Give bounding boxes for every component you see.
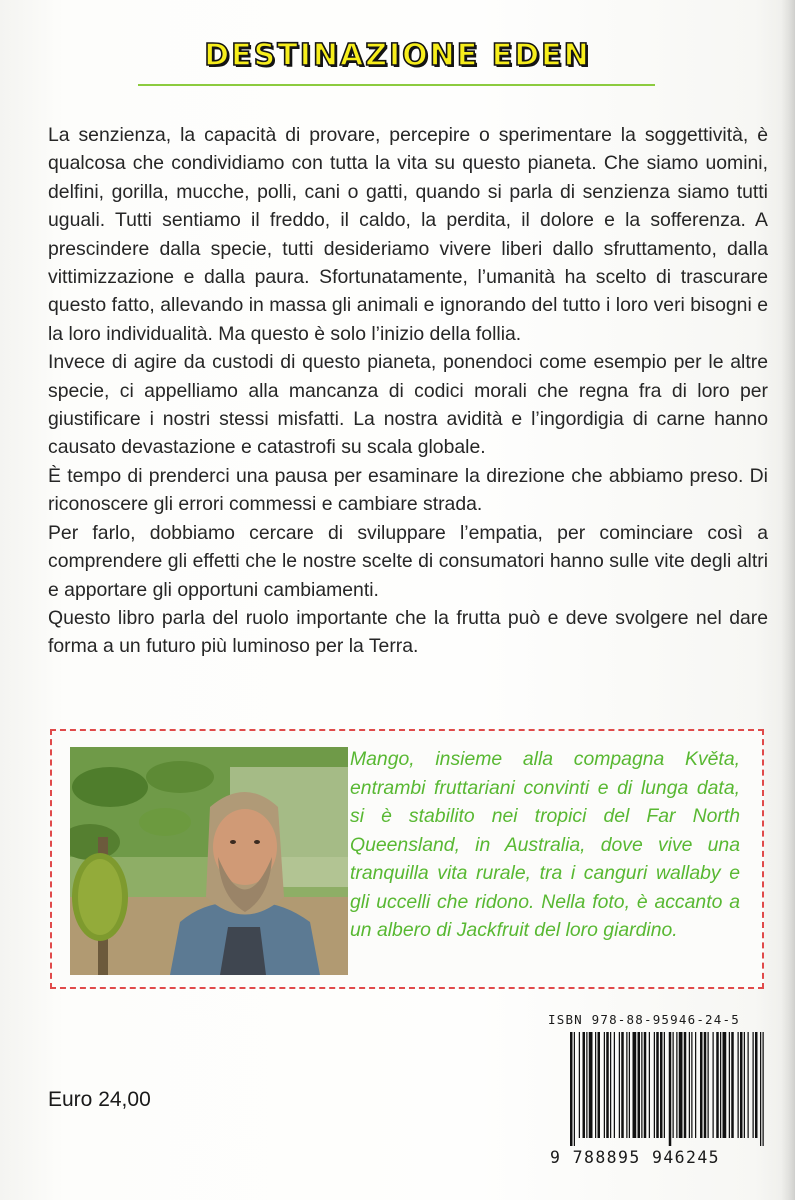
barcode-bar	[656, 1032, 659, 1138]
barcode-bar	[579, 1032, 580, 1138]
barcode-bar	[748, 1032, 749, 1138]
page-edge-shadow	[781, 0, 795, 1200]
barcode-bar	[654, 1032, 655, 1138]
barcode-bar	[644, 1032, 647, 1138]
barcode-bar	[729, 1032, 730, 1138]
author-photo	[70, 747, 348, 975]
synopsis-text	[48, 121, 768, 661]
barcode-bar	[744, 1032, 745, 1138]
author-photo-illustration	[70, 747, 348, 975]
barcode-bar	[633, 1032, 637, 1138]
price-label: Euro 24,00	[48, 1088, 151, 1111]
barcode-bar	[570, 1032, 573, 1146]
barcode-bar	[649, 1032, 650, 1138]
barcode-bar	[589, 1032, 593, 1138]
barcode-bar	[595, 1032, 596, 1138]
author-bio-box	[50, 729, 764, 989]
barcode-bar	[621, 1032, 624, 1138]
synopsis-paragraph-2: Invece di agire da custodi di questo pianeta, ponendoci come esempio per le altre specie, ci appelliamo alla mancanza di codici morali che regna fra di loro per giustificare i nostri stessi misfatti. La nostra avidità e l’ingordigia di carne hanno causato devastazione e catastrofi su scala globale.	[48, 351, 768, 459]
barcode-bar	[664, 1032, 665, 1138]
barcode-bar	[740, 1032, 743, 1138]
barcode-bar	[586, 1032, 587, 1138]
isbn-barcode	[568, 1032, 766, 1146]
barcode-bar	[716, 1032, 719, 1138]
barcode-bar	[673, 1032, 674, 1138]
book-title: DESTINAZIONE EDEN	[204, 38, 591, 73]
barcode-bar	[676, 1032, 677, 1138]
barcode-bar	[660, 1032, 663, 1138]
barcode-bar	[574, 1032, 575, 1146]
barcode-bar	[738, 1032, 739, 1138]
barcode-bar	[629, 1032, 630, 1138]
barcode-bar	[695, 1032, 696, 1138]
synopsis-paragraph-3: È tempo di prenderci una pausa per esaminare la direzione che abbiamo preso. Di riconoscere gli errori commessi e cambiare strada.	[48, 464, 768, 516]
barcode-bar	[713, 1032, 714, 1138]
barcode-bar	[669, 1032, 672, 1146]
barcode-digits: 9 788895 946245	[550, 1148, 721, 1167]
barcode-bar	[641, 1032, 642, 1138]
barcode-bar	[704, 1032, 707, 1138]
barcode-bar	[679, 1032, 683, 1138]
barcode-bar	[763, 1032, 764, 1146]
synopsis-paragraph-1: La senzienza, la capacità di provare, percepire o sperimentare la soggettività, è qualcosa che condividiamo con tutta la vita su questo pianeta. Che siamo uomini, delfini, gorilla, mucche, polli, cani o gatti, quando si parla di senzienza siamo tutti uguali. Tutti sentiamo il freddo, il caldo, la perdita, il dolore e la sofferenza. A prescindere dalla specie, tutti desideriamo vivere liberi dallo sfruttamento, dalla vittimizzazione e dalla paura. Sfortunatamente, l’umanità ha scelto di trascurare questo fatto, allevando in massa gli animali e ignorando del tutto i loro veri bisogni e la loro individualità. Ma questo è solo l’inizio della follia.	[48, 124, 768, 345]
title-underline	[138, 84, 655, 86]
barcode-bar	[619, 1032, 620, 1138]
barcode-bar	[626, 1032, 627, 1138]
synopsis-paragraph-4: Per farlo, dobbiamo cercare di sviluppare l’empatia, per cominciare così a comprendere gli effetti che le nostre scelte di consumatori hanno sulle vite degli altri e apportare gli opportuni cambiamenti.	[48, 521, 768, 601]
barcode-bar	[604, 1032, 605, 1138]
barcode-bar	[583, 1032, 586, 1138]
isbn-label: ISBN 978-88-95946-24-5	[548, 1012, 740, 1027]
barcode-bar	[606, 1032, 609, 1138]
barcode-bar	[598, 1032, 601, 1138]
barcode-bar	[731, 1032, 734, 1138]
barcode-bar	[689, 1032, 690, 1138]
barcode-bar	[720, 1032, 721, 1138]
barcode-bar	[753, 1032, 754, 1138]
barcode-bar	[700, 1032, 703, 1138]
synopsis-paragraph-5: Questo libro parla del ruolo importante che la frutta può e deve svolgere nel dare forma a un futuro più luminoso per la Terra.	[48, 606, 768, 658]
barcode-bar	[684, 1032, 687, 1138]
barcode-bar	[760, 1032, 761, 1146]
barcode-bar	[614, 1032, 615, 1138]
author-bio-text: Mango, insieme alla compagna Květa, entrambi fruttariani convinti e di lunga data, si è stabilito nei tropici del Far North Queensland, in Australia, dove vive una tranquilla vita rurale, tra i canguri wallaby e gli uccelli che ridono. Nella foto, è accanto a un albero di Jackfruit del loro giardino.	[350, 748, 740, 941]
barcode-bar	[638, 1032, 641, 1138]
barcode-bar	[610, 1032, 611, 1138]
barcode-bar	[723, 1032, 727, 1138]
barcode-bar	[755, 1032, 758, 1138]
barcode-bar	[691, 1032, 692, 1138]
barcode-bar	[708, 1032, 709, 1138]
